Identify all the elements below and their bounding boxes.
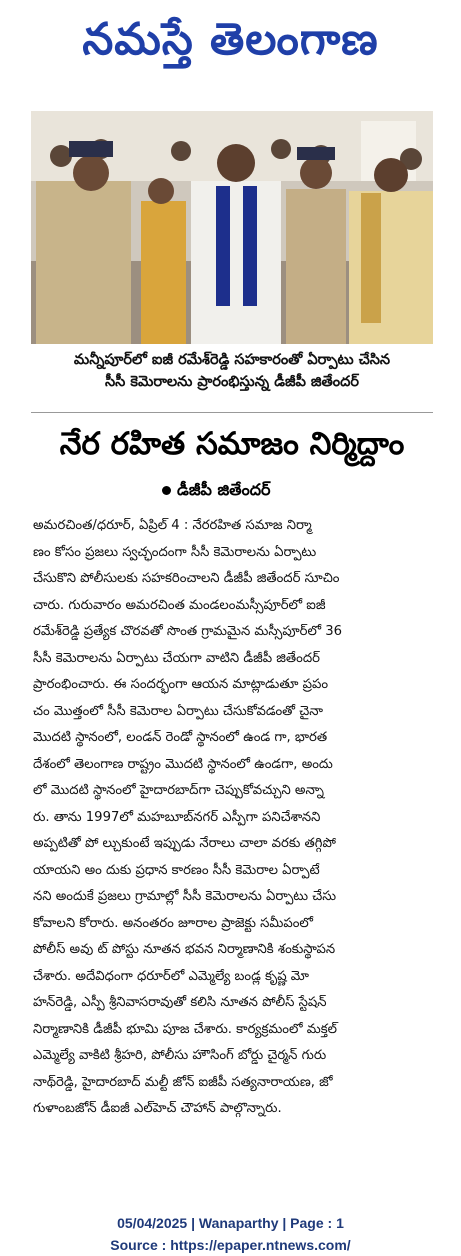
article-line: చం మొత్తంలో సీసీ కెమెరాల ఏర్పాటు చేసుకోవడంతో చైనా: [33, 703, 323, 719]
article-line: అప్పటితో పో ల్చుకుంటే ఇప్పుడు నేరాలు చాలా వరకు తగ్గిపో: [33, 836, 336, 851]
masthead-title: నమస్తే తెలంగాణ: [82, 14, 379, 65]
article-line: చేశారు. అదేవిధంగా ధరూర్‌లో ఎమ్మెల్యే బండ్ల కృష్ణ మో: [33, 968, 309, 984]
article-line: ణం కోసం ప్రజలు స్వచ్ఛందంగా సీసీ కెమెరాలను ఏర్పాటు: [33, 544, 317, 560]
article-line: హన్‌రెడ్డి, ఎస్పీ శ్రీనివాసరావుతో కలిసి నూతన పోలీస్ స్టేషన్: [33, 995, 327, 1010]
photo-caption: [31, 345, 433, 412]
newspaper-masthead: [0, 0, 461, 90]
article-line: రు. తాను 1997లో మహబూబ్‌నగర్ ఎస్పీగా పనిచేశానని: [33, 809, 321, 825]
article-line: చారు. గురువారం అమరచింత మండలంమస్సీపూర్‌లో ఐజీ: [33, 597, 326, 613]
article-body: [33, 513, 431, 1123]
article-line: అమరచింత/ధరూర్, ఏప్రిల్ 4 : నేరరహిత సమాజ నిర్మా: [33, 518, 312, 533]
article-line: సీసీ కెమెరాలను ఏర్పాటు చేయగా వాటిని డీజీపీ జితేందర్: [33, 650, 321, 666]
footer-source: Source : https://epaper.ntnews.com/: [110, 1237, 351, 1253]
article-line: గుళాంబజోన్ డీఐజీ ఎల్‌హెచ్ చౌహాన్ పాల్గొన్నారు.: [33, 1101, 282, 1116]
article-byline: [162, 480, 422, 503]
caption-divider: [31, 412, 433, 413]
caption-line-2: సీసీ కెమెరాలను ప్రారంభిస్తున్న డీజీపీ జితేందర్: [105, 374, 359, 390]
footer-date-edition: 05/04/2025 | Wanaparthy | Page : 1: [117, 1215, 344, 1231]
article-line: నిర్మాణానికి డీజీపీ భూమి పూజ చేశారు. కార్యక్రమంలో మక్తల్: [33, 1021, 337, 1037]
caption-line-1: మన్నీపూర్‌లో ఐజీ రమేశ్‌రెడ్డి సహకారంతో ఏర్పాటు చేసిన: [73, 352, 391, 368]
news-photo-illustration: [31, 111, 433, 344]
article-line: దేశంలో తెలంగాణ రాష్ట్రం మొదటి స్థానంలో ఉండగా, అందు: [33, 756, 333, 772]
article-line: కోవాలని కోరారు. అనంతరం జూరాల ప్రాజెక్టు సమీపంలో: [33, 915, 313, 931]
article-line: ఎమ్మెల్యే వాకిటి శ్రీహరి, పోలీసు హౌసింగ్ బోర్డు చైర్మన్ గురు: [33, 1048, 327, 1063]
article-line: రమేశ్‌రెడ్డి ప్రత్యేక చొరవతో సొంత గ్రామమైన మస్సీపూర్‌లో 36: [33, 624, 343, 639]
article-line: చేసుకొని పోలీసులకు సహకరించాలని డీజీపీ జితేందర్ సూచిం: [33, 571, 340, 586]
article-line: మొదటి స్థానంలో, లండన్ రెండో స్థానంలో ఉండ గా, భారత: [33, 730, 328, 745]
byline-text: డీజీపీ జితేందర్: [177, 480, 271, 499]
article-line: నని అందుకే ప్రజలు గ్రామాల్లో సీసీ కెమెరాలను ఏర్పాటు చేసు: [33, 889, 337, 904]
article-line: యాయని అం దుకు ప్రధాన కారణం సీసీ కెమెరాల ఏర్పాటే: [33, 862, 320, 878]
article-line: పోలీస్ అవు ట్ పోస్టు నూతన భవన నిర్మాణానికి శంకుస్థాపన: [33, 942, 336, 957]
article-line: నాథ్‌రెడ్డి, హైదారబాద్ మల్టీ జోన్ ఐజీపీ సత్యనారాయణ, జో: [33, 1074, 333, 1090]
news-photo: [31, 111, 433, 344]
article-line: లో మొదటి స్థానంలో హైదారబాద్‌గా చెప్పుకోవచ్చుని అన్నా: [33, 783, 324, 798]
article-line: ప్రారంభించారు. ఈ సందర్భంగా ఆయన మాట్లాడుతూ ప్రపం: [33, 677, 329, 692]
article-headline: నేర రహిత సమాజం నిర్మిద్దాం: [59, 426, 405, 462]
page-footer: [0, 1212, 461, 1256]
bullet-icon: [162, 486, 171, 495]
